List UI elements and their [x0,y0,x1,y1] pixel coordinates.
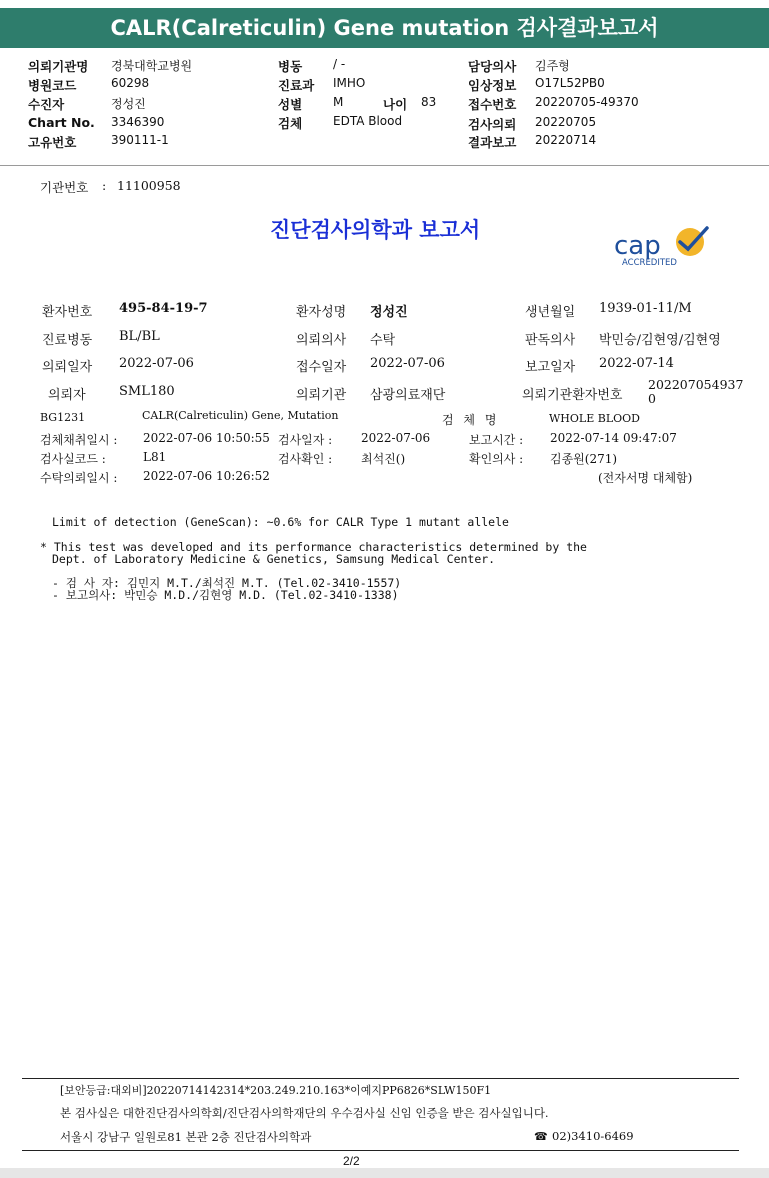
header-value: 3346390 [111,115,165,129]
patient-label: 보고일자 [525,360,576,375]
header-value: 60298 [111,76,150,90]
header-label: 병동 [278,59,303,74]
header-label: 의뢰기관명 [28,59,89,74]
patient-label: 의뢰기관 [296,388,347,403]
dev-note-line1: * This test was developed and its performance characteristics determined by the [40,540,587,554]
cap-logo-sub: ACCREDITED [622,258,677,268]
test-value: 2022-07-06 10:26:52 [143,469,270,483]
patient-label: 의뢰자 [48,388,86,403]
test-label: 보고시간 : [469,433,524,447]
specimen-value: WHOLE BLOOD [549,412,640,425]
specimen-label: 검 체 명 [442,413,497,427]
header-value: 20220705 [535,115,597,129]
header-value: / - [333,57,346,71]
header-value: 김주형 [535,59,570,73]
header-label: 결과보고 [468,135,517,150]
header-divider [0,165,769,166]
test-value: L81 [143,450,167,464]
test-label: 검사일자 : [278,433,333,447]
report-title: 진단검사의학과 보고서 [270,217,481,242]
cap-logo-text: cap [614,231,661,261]
patient-value: 2022-07-06 [370,356,445,371]
patient-value-wrap: 0 [648,391,656,406]
address-line: 서울시 강남구 일원로81 본관 2층 진단검사의학과 [60,1130,312,1144]
patient-name: 정성진 [370,305,408,320]
esign-note: (전자서명 대체함) [598,471,693,485]
header-value: EDTA Blood [333,114,403,128]
test-value: 2022-07-14 09:47:07 [550,431,677,445]
header-label: 성별 [278,97,303,112]
patient-label: 환자성명 [296,305,347,320]
test-name: CALR(Calreticulin) Gene, Mutation [142,409,339,422]
header-label: 접수번호 [468,97,517,112]
cap-accredited-logo [612,222,712,276]
phone-number: 02)3410-6469 [552,1129,634,1143]
header-label: 임상정보 [468,78,517,93]
header-label: 병원코드 [28,78,77,93]
patient-label: 생년월일 [525,305,576,320]
header-label: 수진자 [28,97,65,112]
security-line: [보안등급:대외비]20220714142314*203.249.210.163*이예지PP6826*SLW150F1 [60,1084,492,1097]
patient-value: 2022-07-06 [119,356,194,371]
header-label: Chart No. [28,115,95,130]
patient-birthdate: 1939-01-11/M [599,301,692,316]
header-value: 20220714 [535,133,597,147]
patient-value: 수탁 [370,333,396,348]
header-value: 20220705-49370 [535,95,639,109]
footer-top-rule [22,1078,739,1079]
patient-value: 삼광의료재단 [370,388,446,403]
test-label: 검사확인 : [278,452,333,466]
header-label: 고유번호 [28,135,77,150]
cert-line: 본 검사실은 대한진단검사의학회/진단검사의학재단의 우수검사실 신임 인증을 받은 검사실입니다. [60,1106,549,1120]
test-label: 검체채취일시 : [40,433,118,447]
header-label: 검체 [278,116,303,131]
institution-value: 11100958 [117,178,181,193]
test-value: 2022-07-06 [361,431,431,445]
patient-value: 박민승/김현영/김현영 [599,333,721,348]
header-label: 검사의뢰 [468,117,517,132]
patient-label: 의뢰기관환자번호 [522,388,623,403]
test-label: 확인의사 : [469,452,524,466]
patient-label: 진료병동 [42,333,93,348]
test-label: 수탁의뢰일시 : [40,471,118,485]
patient-label: 의뢰의사 [296,333,347,348]
header-value: 83 [421,95,437,109]
patient-label: 의뢰일자 [42,360,93,375]
staff-line1: - 검 사 자: 김민지 M.T./최석진 M.T. (Tel.02-3410-1557) [52,576,402,590]
header-label: 나이 [383,97,408,112]
patient-label: 환자번호 [42,305,93,320]
institution-label: 기관번호 [40,180,89,195]
footer-bottom-rule [22,1150,739,1151]
test-value: 최석진() [361,452,406,466]
patient-value: 202207054937 [648,377,744,392]
header-value: O17L52PB0 [535,76,605,90]
page-number: 2/2 [343,1154,360,1168]
patient-label: 판독의사 [525,333,576,348]
header-label: 진료과 [278,78,315,93]
header-value: IMHO [333,76,366,90]
test-value: 2022-07-06 10:50:55 [143,431,270,445]
patient-value: 2022-07-14 [599,356,674,371]
phone-icon: ☎ [534,1130,548,1143]
patient-label: 접수일자 [296,360,347,375]
header-value: 390111-1 [111,133,169,147]
patient-value: SML180 [119,384,175,399]
header-value: 경북대학교병원 [111,59,193,73]
test-value: 김종원(271) [550,452,618,466]
header-value: M [333,95,344,109]
staff-line2: - 보고의사: 박민승 M.D./김현영 M.D. (Tel.02-3410-1338) [52,588,399,602]
dev-note-line2: Dept. of Laboratory Medicine & Genetics, Samsung Medical Center. [52,552,496,566]
header-label: 담당의사 [468,59,517,74]
institution-sep: : [102,178,107,193]
test-label: 검사실코드 : [40,452,106,466]
header-value: 정성진 [111,97,146,111]
lod-note: Limit of detection (GeneScan): ~0.6% for CALR Type 1 mutant allele [52,515,509,529]
test-code: BG1231 [40,411,86,424]
patient-number: 495-84-19-7 [119,301,208,316]
report-banner-title: CALR(Calreticulin) Gene mutation 검사결과보고서 [0,8,769,48]
patient-value: BL/BL [119,329,160,344]
page-bottom-band [0,1168,769,1178]
